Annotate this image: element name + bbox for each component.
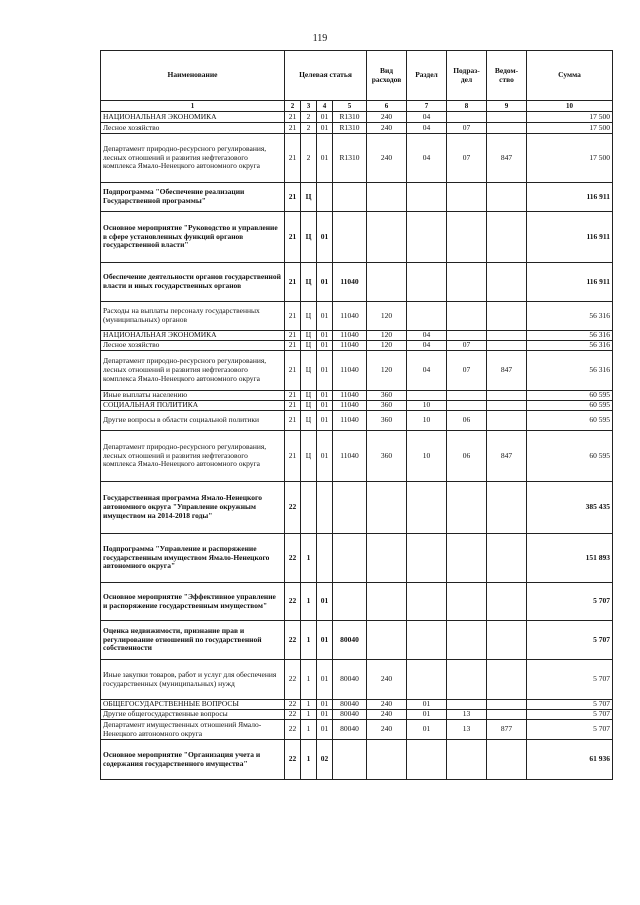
cell-expense-type	[367, 263, 407, 302]
cell-target-code-1: 21	[285, 411, 301, 431]
cell-department-code	[487, 700, 527, 710]
cell-subsection	[447, 482, 487, 534]
cell-name: Департамент природно-ресурсного регулирования, лесных отношений и развития нефтегазового комплекса Ямало-Ненецкого автономного округа	[101, 431, 285, 482]
cell-target-code-3: 01	[317, 431, 333, 482]
cell-department-code	[487, 112, 527, 123]
cell-section: 04	[407, 331, 447, 341]
cell-department-code	[487, 534, 527, 583]
cell-target-code-4: 11040	[333, 341, 367, 351]
cell-target-code-2: Ц	[301, 302, 317, 331]
table-row	[101, 401, 613, 411]
column-number: 10	[527, 101, 613, 112]
cell-target-code-1: 21	[285, 391, 301, 401]
header-subsection: Подраз-дел	[447, 51, 487, 101]
cell-department-code	[487, 212, 527, 263]
cell-amount: 60 595	[527, 431, 613, 482]
cell-section	[407, 660, 447, 700]
cell-target-code-3: 01	[317, 341, 333, 351]
cell-target-code-2: Ц	[301, 401, 317, 411]
cell-section	[407, 534, 447, 583]
cell-target-code-3: 01	[317, 720, 333, 740]
table-row	[101, 183, 613, 212]
cell-expense-type: 120	[367, 302, 407, 331]
cell-name: Департамент природно-ресурсного регулирования, лесных отношений и развития нефтегазового комплекса Ямало-Ненецкого автономного округа	[101, 351, 285, 391]
table-row	[101, 263, 613, 302]
cell-target-code-1: 22	[285, 621, 301, 660]
cell-section: 01	[407, 720, 447, 740]
budget-table	[100, 50, 613, 780]
cell-subsection	[447, 583, 487, 621]
cell-section: 04	[407, 134, 447, 183]
cell-name: Лесное хозяйство	[101, 341, 285, 351]
cell-expense-type	[367, 212, 407, 263]
cell-department-code: 847	[487, 351, 527, 391]
cell-target-code-2: Ц	[301, 212, 317, 263]
cell-section	[407, 482, 447, 534]
cell-name: Основное мероприятие "Эффективное управление и распоряжение государственным имуществом"	[101, 583, 285, 621]
cell-name: Расходы на выплаты персоналу государственных (муниципальных) органов	[101, 302, 285, 331]
cell-target-code-2: 1	[301, 660, 317, 700]
cell-section: 10	[407, 431, 447, 482]
column-number: 8	[447, 101, 487, 112]
cell-target-code-3: 01	[317, 621, 333, 660]
cell-target-code-3	[317, 534, 333, 583]
cell-target-code-3: 01	[317, 710, 333, 720]
cell-target-code-1: 21	[285, 341, 301, 351]
cell-name: Лесное хозяйство	[101, 123, 285, 134]
cell-amount: 60 595	[527, 401, 613, 411]
cell-target-code-3: 01	[317, 212, 333, 263]
cell-department-code	[487, 331, 527, 341]
cell-target-code-4: 11040	[333, 411, 367, 431]
cell-target-code-4: 11040	[333, 431, 367, 482]
table-row	[101, 740, 613, 780]
column-number: 1	[101, 101, 285, 112]
table-row	[101, 710, 613, 720]
cell-name: ОБЩЕГОСУДАРСТВЕННЫЕ ВОПРОСЫ	[101, 700, 285, 710]
cell-target-code-1: 21	[285, 351, 301, 391]
cell-target-code-1: 21	[285, 134, 301, 183]
cell-name: НАЦИОНАЛЬНАЯ ЭКОНОМИКА	[101, 112, 285, 123]
cell-amount: 56 316	[527, 351, 613, 391]
cell-target-code-4: 11040	[333, 351, 367, 391]
cell-target-code-2: 1	[301, 720, 317, 740]
cell-subsection	[447, 534, 487, 583]
cell-subsection	[447, 112, 487, 123]
cell-department-code	[487, 183, 527, 212]
column-numbers-row	[101, 101, 613, 112]
cell-target-code-2: Ц	[301, 341, 317, 351]
cell-amount: 5 707	[527, 583, 613, 621]
cell-section: 04	[407, 351, 447, 391]
cell-target-code-4: 11040	[333, 302, 367, 331]
cell-department-code	[487, 263, 527, 302]
cell-target-code-3: 01	[317, 263, 333, 302]
cell-target-code-2: 1	[301, 534, 317, 583]
cell-target-code-2: Ц	[301, 263, 317, 302]
cell-expense-type: 360	[367, 401, 407, 411]
cell-section: 04	[407, 112, 447, 123]
cell-subsection	[447, 660, 487, 700]
cell-target-code-1: 22	[285, 583, 301, 621]
header-exp-type: Вид расходов	[367, 51, 407, 101]
cell-name: Подпрограмма "Управление и распоряжение государственным имуществом Ямало-Ненецкого автономного округа"	[101, 534, 285, 583]
column-number: 4	[317, 101, 333, 112]
cell-target-code-1: 22	[285, 700, 301, 710]
cell-name: Основное мероприятие "Руководство и управление в сфере установленных функций органов государственной власти"	[101, 212, 285, 263]
cell-amount: 17 500	[527, 134, 613, 183]
cell-section	[407, 212, 447, 263]
cell-subsection	[447, 302, 487, 331]
cell-section: 01	[407, 710, 447, 720]
cell-target-code-2: 1	[301, 740, 317, 780]
cell-target-code-1: 22	[285, 710, 301, 720]
cell-amount: 60 595	[527, 411, 613, 431]
table-row	[101, 482, 613, 534]
cell-name: НАЦИОНАЛЬНАЯ ЭКОНОМИКА	[101, 331, 285, 341]
cell-section	[407, 302, 447, 331]
cell-target-code-2: Ц	[301, 391, 317, 401]
cell-expense-type	[367, 583, 407, 621]
cell-expense-type: 360	[367, 391, 407, 401]
cell-target-code-2: 1	[301, 700, 317, 710]
cell-target-code-1: 21	[285, 112, 301, 123]
cell-name: Обеспечение деятельности органов государственной власти и иных государственных органов	[101, 263, 285, 302]
cell-target-code-1: 22	[285, 740, 301, 780]
table-row	[101, 720, 613, 740]
table-row	[101, 302, 613, 331]
cell-subsection	[447, 212, 487, 263]
cell-name: Департамент имущественных отношений Ямало-Ненецкого автономного округа	[101, 720, 285, 740]
cell-expense-type	[367, 621, 407, 660]
cell-subsection	[447, 183, 487, 212]
cell-target-code-3: 01	[317, 302, 333, 331]
cell-target-code-4: 80040	[333, 700, 367, 710]
cell-target-code-4: 80040	[333, 660, 367, 700]
cell-expense-type	[367, 534, 407, 583]
cell-department-code	[487, 302, 527, 331]
cell-department-code	[487, 401, 527, 411]
cell-target-code-4	[333, 212, 367, 263]
cell-amount: 5 707	[527, 710, 613, 720]
cell-expense-type	[367, 482, 407, 534]
column-number: 6	[367, 101, 407, 112]
cell-amount: 5 707	[527, 621, 613, 660]
table-body	[101, 112, 613, 780]
cell-target-code-4: R1310	[333, 123, 367, 134]
cell-amount: 61 936	[527, 740, 613, 780]
cell-target-code-1: 22	[285, 482, 301, 534]
cell-name: Подпрограмма "Обеспечение реализации Государственной программы"	[101, 183, 285, 212]
cell-subsection	[447, 700, 487, 710]
cell-amount: 17 500	[527, 112, 613, 123]
cell-expense-type: 360	[367, 411, 407, 431]
cell-name: Иные закупки товаров, работ и услуг для обеспечения государственных (муниципальных) нужд	[101, 660, 285, 700]
cell-section	[407, 391, 447, 401]
cell-target-code-1: 21	[285, 123, 301, 134]
cell-target-code-2: 2	[301, 112, 317, 123]
column-number: 9	[487, 101, 527, 112]
table-row	[101, 134, 613, 183]
cell-target-code-3: 01	[317, 112, 333, 123]
cell-target-code-3: 01	[317, 401, 333, 411]
cell-target-code-3: 01	[317, 583, 333, 621]
cell-target-code-4	[333, 183, 367, 212]
cell-target-code-1: 22	[285, 660, 301, 700]
cell-subsection	[447, 621, 487, 660]
cell-subsection: 07	[447, 351, 487, 391]
table-row	[101, 112, 613, 123]
cell-amount: 56 316	[527, 341, 613, 351]
cell-section	[407, 583, 447, 621]
cell-amount: 116 911	[527, 183, 613, 212]
cell-target-code-4	[333, 482, 367, 534]
cell-department-code	[487, 391, 527, 401]
cell-department-code: 847	[487, 134, 527, 183]
cell-target-code-2: 1	[301, 621, 317, 660]
cell-department-code	[487, 411, 527, 431]
cell-target-code-2: Ц	[301, 183, 317, 212]
header-section: Раздел	[407, 51, 447, 101]
cell-target-code-4: 11040	[333, 331, 367, 341]
table-row	[101, 212, 613, 263]
cell-target-code-3: 01	[317, 700, 333, 710]
cell-target-code-1: 21	[285, 431, 301, 482]
cell-target-code-3: 01	[317, 331, 333, 341]
cell-amount: 116 911	[527, 212, 613, 263]
cell-target-code-4: 11040	[333, 391, 367, 401]
table-row	[101, 341, 613, 351]
cell-expense-type: 360	[367, 431, 407, 482]
cell-department-code	[487, 740, 527, 780]
cell-amount: 151 893	[527, 534, 613, 583]
table-row	[101, 123, 613, 134]
cell-target-code-4: 80040	[333, 621, 367, 660]
cell-target-code-3: 01	[317, 351, 333, 391]
cell-target-code-4: 80040	[333, 710, 367, 720]
cell-section	[407, 183, 447, 212]
cell-amount: 56 316	[527, 331, 613, 341]
cell-expense-type: 240	[367, 134, 407, 183]
table-row	[101, 431, 613, 482]
cell-expense-type: 240	[367, 700, 407, 710]
cell-target-code-1: 22	[285, 534, 301, 583]
cell-target-code-1: 21	[285, 302, 301, 331]
cell-section	[407, 263, 447, 302]
cell-target-code-2: Ц	[301, 431, 317, 482]
cell-target-code-3: 01	[317, 660, 333, 700]
cell-amount: 5 707	[527, 720, 613, 740]
cell-target-code-1: 21	[285, 212, 301, 263]
cell-name: Оценка недвижимости, признание прав и регулирование отношений по государственной собственности	[101, 621, 285, 660]
cell-amount: 17 500	[527, 123, 613, 134]
cell-target-code-2: 2	[301, 134, 317, 183]
cell-subsection: 06	[447, 411, 487, 431]
column-number: 3	[301, 101, 317, 112]
table-row	[101, 700, 613, 710]
cell-name: СОЦИАЛЬНАЯ ПОЛИТИКА	[101, 401, 285, 411]
cell-department-code: 877	[487, 720, 527, 740]
cell-name: Иные выплаты населению	[101, 391, 285, 401]
cell-target-code-3: 01	[317, 123, 333, 134]
cell-expense-type: 240	[367, 720, 407, 740]
cell-subsection: 07	[447, 123, 487, 134]
cell-target-code-3	[317, 183, 333, 212]
column-number: 7	[407, 101, 447, 112]
cell-expense-type: 120	[367, 341, 407, 351]
cell-subsection	[447, 263, 487, 302]
cell-target-code-4	[333, 534, 367, 583]
cell-subsection: 07	[447, 341, 487, 351]
cell-name: Другие вопросы в области социальной политики	[101, 411, 285, 431]
cell-department-code	[487, 123, 527, 134]
cell-amount: 5 707	[527, 660, 613, 700]
column-number: 5	[333, 101, 367, 112]
cell-section: 01	[407, 700, 447, 710]
cell-expense-type: 240	[367, 112, 407, 123]
cell-target-code-2	[301, 482, 317, 534]
cell-target-code-4: R1310	[333, 134, 367, 183]
cell-amount: 385 435	[527, 482, 613, 534]
table-row	[101, 351, 613, 391]
cell-department-code: 847	[487, 431, 527, 482]
cell-amount: 56 316	[527, 302, 613, 331]
cell-subsection: 13	[447, 710, 487, 720]
cell-expense-type: 120	[367, 351, 407, 391]
cell-department-code	[487, 583, 527, 621]
column-number: 2	[285, 101, 301, 112]
table-row	[101, 621, 613, 660]
cell-expense-type: 240	[367, 710, 407, 720]
cell-subsection	[447, 331, 487, 341]
cell-department-code	[487, 341, 527, 351]
table-row	[101, 660, 613, 700]
cell-target-code-4: R1310	[333, 112, 367, 123]
header-amount: Сумма	[527, 51, 613, 101]
cell-section: 10	[407, 401, 447, 411]
cell-target-code-1: 21	[285, 331, 301, 341]
cell-section	[407, 740, 447, 780]
header-row	[101, 51, 613, 101]
cell-target-code-4	[333, 740, 367, 780]
cell-target-code-4	[333, 583, 367, 621]
cell-amount: 5 707	[527, 700, 613, 710]
cell-department-code	[487, 621, 527, 660]
cell-expense-type: 120	[367, 331, 407, 341]
cell-name: Департамент природно-ресурсного регулирования, лесных отношений и развития нефтегазового комплекса Ямало-Ненецкого автономного округа	[101, 134, 285, 183]
cell-target-code-3: 02	[317, 740, 333, 780]
cell-target-code-3: 01	[317, 134, 333, 183]
cell-subsection	[447, 391, 487, 401]
cell-name: Другие общегосударственные вопросы	[101, 710, 285, 720]
cell-subsection: 07	[447, 134, 487, 183]
cell-target-code-2: Ц	[301, 411, 317, 431]
cell-section	[407, 621, 447, 660]
cell-target-code-2: Ц	[301, 351, 317, 391]
cell-subsection: 13	[447, 720, 487, 740]
table-row	[101, 411, 613, 431]
page-number: 119	[312, 33, 328, 44]
cell-target-code-1: 21	[285, 263, 301, 302]
cell-subsection: 06	[447, 431, 487, 482]
header-department: Ведом-ство	[487, 51, 527, 101]
cell-department-code	[487, 482, 527, 534]
cell-name: Государственная программа Ямало-Ненецкого автономного округа "Управление окружным имуществом на 2014-2018 годы"	[101, 482, 285, 534]
cell-target-code-2: 1	[301, 583, 317, 621]
cell-target-code-4: 11040	[333, 401, 367, 411]
table-row	[101, 391, 613, 401]
cell-section: 10	[407, 411, 447, 431]
cell-subsection	[447, 740, 487, 780]
cell-section: 04	[407, 123, 447, 134]
cell-section: 04	[407, 341, 447, 351]
cell-target-code-2: 1	[301, 710, 317, 720]
cell-department-code	[487, 660, 527, 700]
cell-target-code-4: 80040	[333, 720, 367, 740]
cell-expense-type: 240	[367, 660, 407, 700]
cell-amount: 116 911	[527, 263, 613, 302]
cell-expense-type	[367, 740, 407, 780]
cell-target-code-2: Ц	[301, 331, 317, 341]
cell-target-code-1: 21	[285, 183, 301, 212]
cell-expense-type	[367, 183, 407, 212]
cell-subsection	[447, 401, 487, 411]
cell-expense-type: 240	[367, 123, 407, 134]
cell-department-code	[487, 710, 527, 720]
table-row	[101, 331, 613, 341]
header-target: Целевая статья	[285, 51, 367, 101]
cell-name: Основное мероприятие "Организация учета и содержания государственного имущества"	[101, 740, 285, 780]
cell-target-code-1: 22	[285, 720, 301, 740]
cell-amount: 60 595	[527, 391, 613, 401]
cell-target-code-2: 2	[301, 123, 317, 134]
table-row	[101, 583, 613, 621]
cell-target-code-3	[317, 482, 333, 534]
table-row	[101, 534, 613, 583]
header-name: Наименование	[101, 51, 285, 101]
cell-target-code-3: 01	[317, 391, 333, 401]
cell-target-code-1: 21	[285, 401, 301, 411]
cell-target-code-4: 11040	[333, 263, 367, 302]
cell-target-code-3: 01	[317, 411, 333, 431]
